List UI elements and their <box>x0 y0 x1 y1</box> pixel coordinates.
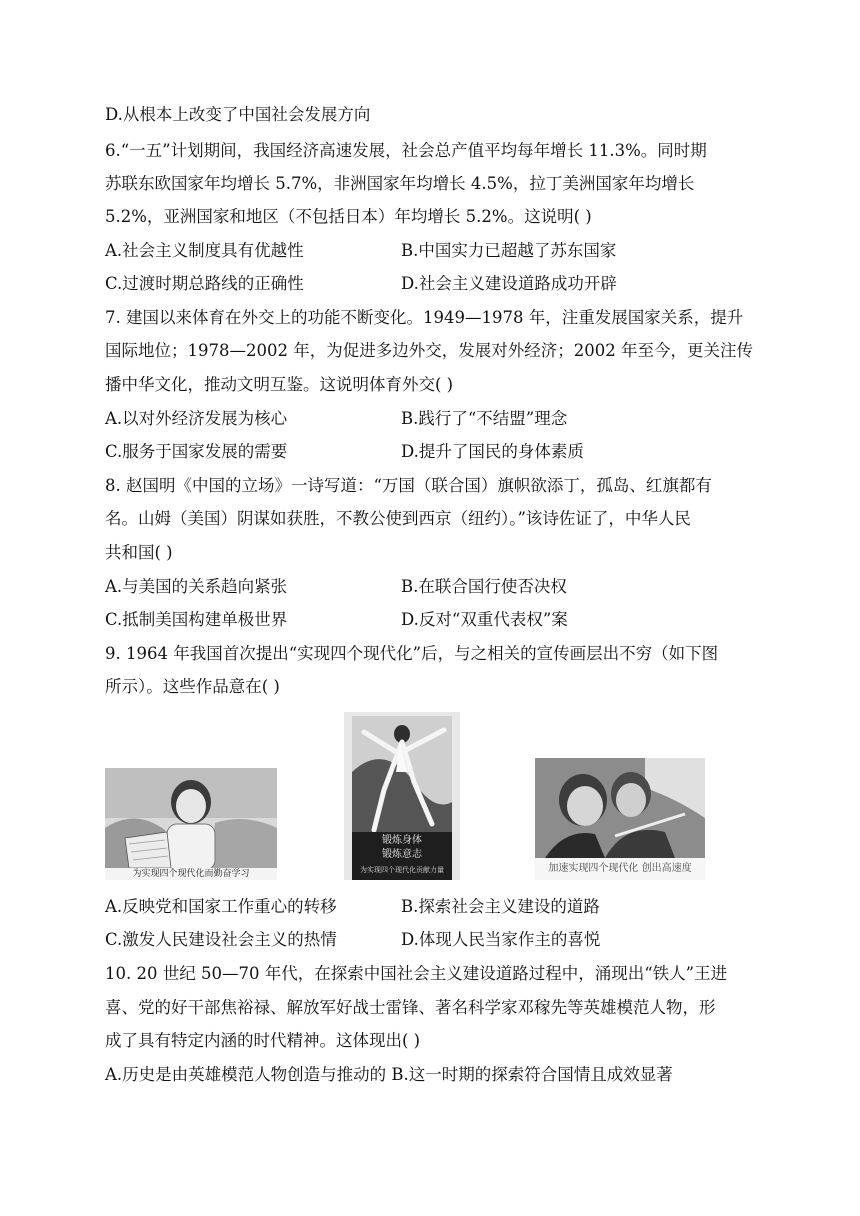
q6-stem-line-1: 6.“一五”计划期间，我国经济高速发展，社会总产值平均每年增长 11.3%。同时期 <box>105 141 707 160</box>
q10-options-a-b: A.历史是由英雄模范人物创造与推动的 B.这一时期的探索符合国情且成效显著 <box>105 1065 673 1084</box>
poster-exercise-caption-1: 锻炼身体 <box>382 835 422 846</box>
q8-option-c: C.抵制美国构建单极世界 <box>105 610 288 629</box>
q8-stem-line-2: 名。山姆（美国）阴谋如获胜，不教公使到西京（纽约）。”该诗佐证了，中华人民 <box>105 509 691 528</box>
poster-study <box>105 768 277 880</box>
q6-option-b: B.中国实力已超越了苏东国家 <box>401 241 617 260</box>
q7-option-b: B.践行了“不结盟”理念 <box>401 409 568 428</box>
q6-option-c: C.过渡时期总路线的正确性 <box>105 274 304 293</box>
q6-option-a: A.社会主义制度具有优越性 <box>105 241 304 260</box>
q7-stem-line-1: 7. 建国以来体育在外交上的功能不断变化。1949—1978 年，注重发展国家关系，提升 <box>105 308 744 327</box>
q7-stem-line-2: 国际地位；1978—2002 年，为促进多边外交，发展对外经济；2002 年至今，更关注传 <box>105 341 753 360</box>
poster-exercise-caption-3: 为实现四个现代化贡献力量 <box>360 866 444 874</box>
poster-study-illustration <box>105 768 277 880</box>
poster-study-caption: 为实现四个现代化而勤奋学习 <box>132 869 250 879</box>
q5-option-d: D.从根本上改变了中国社会发展方向 <box>105 105 371 124</box>
q7-option-c: C.服务于国家发展的需要 <box>105 442 288 461</box>
q9-option-a: A.反映党和国家工作重心的转移 <box>105 897 337 916</box>
q9-option-d: D.体现人民当家作主的喜悦 <box>401 930 601 949</box>
q6-stem-line-2: 苏联东欧国家年均增长 5.7%，非洲国家年均增长 4.5%，拉丁美洲国家年均增长 <box>105 174 695 193</box>
q10-stem-line-2: 喜、党的好干部焦裕禄、解放军好战士雷锋、著名科学家邓稼先等英雄模范人物，形 <box>105 998 716 1017</box>
q7-option-d: D.提升了国民的身体素质 <box>401 442 584 461</box>
q10-stem-line-3: 成了具有特定内涵的时代精神。这体现出( ) <box>105 1031 421 1050</box>
q8-stem-line-1: 8. 赵国明《中国的立场》一诗写道：“万国（联合国）旗帜欲添丁，孤岛、红旗都有 <box>105 476 712 495</box>
q7-option-a: A.以对外经济发展为核心 <box>105 409 288 428</box>
poster-workers-caption: 加速实现四个现代化 创出高速度 <box>548 863 692 874</box>
poster-workers <box>535 758 705 880</box>
q8-option-b: B.在联合国行使否决权 <box>401 577 567 596</box>
poster-exercise <box>344 712 460 880</box>
q7-stem-line-3: 播中华文化，推动文明互鉴。这说明体育外交( ) <box>105 375 454 394</box>
q9-stem-line-2: 所示）。这些作品意在( ) <box>105 677 280 696</box>
q9-option-b: B.探索社会主义建设的道路 <box>401 897 600 916</box>
q9-option-c: C.激发人民建设社会主义的热情 <box>105 930 337 949</box>
q6-option-d: D.社会主义建设道路成功开辟 <box>401 274 617 293</box>
poster-exercise-caption-2: 锻炼意志 <box>382 849 422 860</box>
q8-option-a: A.与美国的关系趋向紧张 <box>105 577 288 596</box>
q8-option-d: D.反对“双重代表权”案 <box>401 610 568 629</box>
q9-stem-line-1: 9. 1964 年我国首次提出“实现四个现代化”后，与之相关的宣传画层出不穷（如下图 <box>105 644 719 663</box>
q6-stem-line-3: 5.2%，亚洲国家和地区（不包括日本）年均增长 5.2%。这说明( ) <box>105 207 592 226</box>
q10-stem-line-1: 10. 20 世纪 50—70 年代，在探索中国社会主义建设道路过程中，涌现出“铁人”王进 <box>105 964 728 983</box>
poster-workers-illustration <box>535 758 705 880</box>
q8-stem-line-3: 共和国( ) <box>105 543 173 562</box>
